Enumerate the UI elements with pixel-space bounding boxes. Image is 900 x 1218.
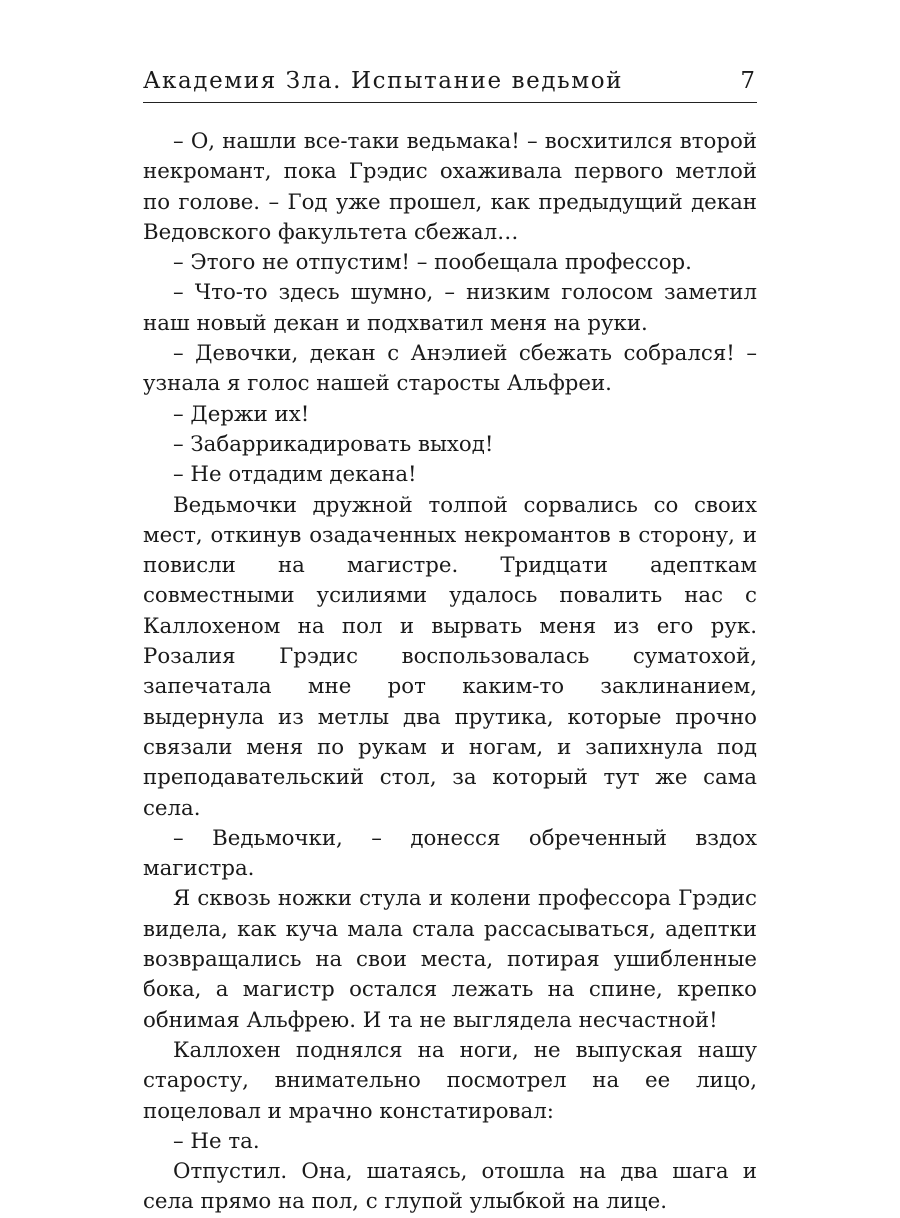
paragraph: Отпустил. Она, шатаясь, отошла на два шага и села прямо на пол, с глупой улыбкой на лице.	[143, 1159, 757, 1215]
book-title: Академия Зла. Испытание ведьмой	[143, 68, 624, 94]
paragraph: – Этого не отпустим! – пообещала профессор.	[173, 250, 692, 276]
book-page	[143, 60, 757, 1215]
page-body	[143, 127, 757, 1218]
paragraph: – Не та.	[173, 1128, 260, 1154]
paragraph: Ведьмочки дружной толпой сорвались со своих мест, откинув озадаченных некромантов в сторону, и повисли на магистре. Тридцати адепткам совместными усилиями удалось повалить нас с Каллохеном на пол и вырвать меня из его рук. Розалия Грэдис воспользовалась суматохой, запечатала мне рот каким-то заклинанием, выдернула из метлы два прутика, которые прочно связали меня по рукам и ногам, и запихнула под преподавательский стол, за который тут же сама села.	[143, 492, 757, 821]
paragraph: – О, нашли все-таки ведьмака! – восхитился второй некромант, пока Грэдис охаживала первого метлой по голове. – Год уже прошел, как предыдущий декан Ведовского факультета сбежал…	[143, 129, 757, 245]
page-number: 7	[740, 68, 755, 94]
paragraph: – Держи их!	[173, 401, 310, 427]
paragraph: Я сквозь ножки стула и колени профессора Грэдис видела, как куча мала стала рассасываться, адептки возвращались на свои места, потирая ушибленные бока, а магистр остался лежать на спине, крепко обнимая Альфрею. И та не выглядела несчастной!	[143, 886, 757, 1033]
paragraph: Каллохен поднялся на ноги, не выпуская нашу старосту, внимательно посмотрел на ее лицо, поцеловал и мрачно констатировал:	[143, 1037, 757, 1124]
paragraph: – Ведьмочки, – донесся обреченный вздох магистра.	[143, 825, 757, 882]
running-header	[143, 60, 757, 103]
paragraph: – Что-то здесь шумно, – низким голосом заметил наш новый декан и подхватил меня на руки.	[143, 280, 757, 336]
paragraph: – Девочки, декан с Анэлией сбежать собрался! – узнала я голос нашей старосты Альфреи.	[143, 341, 757, 397]
paragraph: – Не отдадим декана!	[173, 462, 417, 488]
paragraph: – Забаррикадировать выход!	[173, 431, 494, 457]
